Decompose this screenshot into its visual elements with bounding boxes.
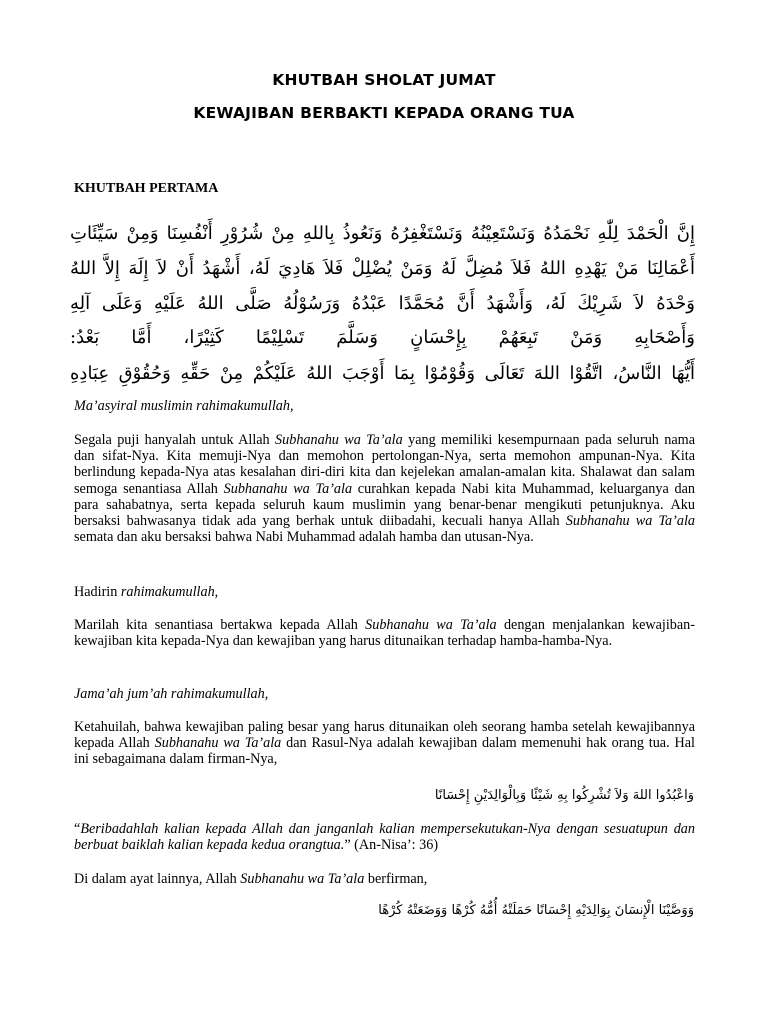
paragraph-text: berfirman, xyxy=(364,871,428,887)
arabic-opening-line: أَعْمَالِنَا مَنْ يَهْدِهِ اللهُ فَلاَ مُضِلَّ لَهُ وَمَنْ يُضْلِلْ فَلاَ هَادِيَ لَهُ، أَشْهَدُ أَنْ لاَ إِلَهَ إِلاَّ اللهُ xyxy=(70,258,695,279)
paragraph-text: curahkan kepada Nabi kita Muhammad, keluarganya dan para sahabatnya, serta kepada seluruh kaum muslimin yang benar-benar mengikuti petunjuknya. Aku bersaksi bahwasanya tidak ada yang berhak untuk diibadahi, kecuali hanya Allah xyxy=(74,480,695,530)
paragraph-text: Marilah kita senantiasa bertakwa kepada Allah xyxy=(74,617,366,633)
paragraph-text: dan Rasul-Nya adalah kewajiban dalam memenuhi hak orang tua. Hal ini sebagaimana dalam firman-Nya, xyxy=(74,735,695,768)
document-title: KHUTBAH SHOLAT JUMAT xyxy=(272,71,496,89)
honorific-text: Subhanahu wa Ta’ala xyxy=(154,735,282,752)
greeting-italic: rahimakumullah, xyxy=(120,584,219,600)
greeting-jamaah: Jama’ah jum’ah rahimakumullah, xyxy=(74,686,269,702)
paragraph-taqwa xyxy=(74,617,695,649)
document-subtitle: KEWAJIBAN BERBAKTI KEPADA ORANG TUA xyxy=(193,104,575,122)
translation-text: Beribadahlah kalian kepada Allah dan janganlah kalian mempersekutukan-Nya dengan sesuatupun dan berbuat baiklah kalian kepada kedua orangtua. xyxy=(74,821,695,854)
honorific-text: Subhanahu wa Ta’ala xyxy=(565,513,695,530)
paragraph-obligation xyxy=(74,719,695,768)
honorific-text: Subhanahu wa Ta’ala xyxy=(275,432,403,448)
greeting-hadirin xyxy=(74,584,695,600)
paragraph-another-verse xyxy=(74,871,695,887)
paragraph-text: Ketahuilah, bahwa kewajiban paling besar yang harus ditunaikan oleh seorang hamba setelah kewajibannya kepada Allah xyxy=(74,719,695,752)
paragraph-text: semata dan aku bersaksi bahwa Nabi Muhammad adalah hamba dan utusan-Nya. xyxy=(74,529,534,546)
arabic-opening-line: وَأَصْحَابِهِ وَمَنْ تَبِعَهُمْ بِإِحْسَانٍ وَسَلَّمَ تَسْلِيْمًا كَثِيْرًا، أَمَّا بَعْدُ: xyxy=(70,327,695,348)
honorific-text: Subhanahu wa Ta’ala xyxy=(223,480,353,497)
arabic-opening-line: أَيُّهَا النَّاسُ، اتَّقُوْا اللهَ تَعَالَى وَقُوْمُوْا بِمَا أَوْجَبَ اللهُ عَلَيْكُمْ مِنْ حَقِّهِ وَحُقُوْقِ عِبَادِهِ xyxy=(70,363,695,384)
paragraph-text: Di dalam ayat lainnya, Allah xyxy=(74,871,241,887)
quran-verse-an-nisa: وَاعْبُدُوا اللهَ وَلاَ تُشْرِكُوا بِهِ شَيْئًا وَبِالْوَالِدَيْنِ إِحْسَانًا xyxy=(434,788,694,803)
quote-mark: “ xyxy=(74,821,81,837)
paragraph-text: yang memiliki kesempurnaan pada seluruh nama dan sifat-Nya. Kita memuji-Nya dan memohon pertolongan-Nya, serta memohon ampunan-Nya. Kita berlindung kepada-Nya atas kesalahan diri-diri kita dan kejelekan amalan-amalan kita. Shalawat dan salam semoga senantiasa Allah xyxy=(74,432,695,497)
verse-reference: ” (An-Nisa’: 36) xyxy=(344,837,439,854)
arabic-opening-line: وَحْدَهُ لاَ شَرِيْكَ لَهُ، وَأَشْهَدُ أَنَّ مُحَمَّدًا عَبْدُهُ وَرَسُوْلُهُ صَلَّى اللهُ عَلَيْهِ وَعَلَى آلِهِ xyxy=(70,293,695,314)
honorific-text: Subhanahu wa Ta’ala xyxy=(365,617,497,633)
greeting-muslimin: Ma’asyiral muslimin rahimakumullah, xyxy=(74,398,294,414)
greeting-text: Hadirin xyxy=(74,584,121,600)
paragraph-text: Segala puji hanyalah untuk Allah xyxy=(74,432,276,448)
honorific-text: Subhanahu wa Ta’ala xyxy=(240,871,365,887)
section-heading: KHUTBAH PERTAMA xyxy=(74,181,219,196)
verse-translation xyxy=(74,821,695,853)
arabic-opening-line: إِنَّ الْحَمْدَ لِلّٰهِ نَحْمَدُهُ وَنَسْتَعِيْنُهُ وَنَسْتَغْفِرُهُ وَنَعُوذُ بِاللهِ مِنْ شُرُوْرِ أَنْفُسِنَا وَمِنْ سَيِّئَاتِ xyxy=(70,223,695,244)
paragraph-praise xyxy=(74,432,695,545)
quran-verse-al-ahqaf: وَوَصَّيْنَا الْإِنسَانَ بِوَالِدَيْهِ إِحْسَانًا حَمَلَتْهُ أُمُّهُ كُرْهًا وَوَضَعَتْهُ كُرْهًا xyxy=(378,903,694,918)
paragraph-text: dengan menjalankan kewajiban-kewajiban kita kepada-Nya dan kewajiban yang harus ditunaikan terhadap hamba-hamba-Nya. xyxy=(74,617,696,650)
